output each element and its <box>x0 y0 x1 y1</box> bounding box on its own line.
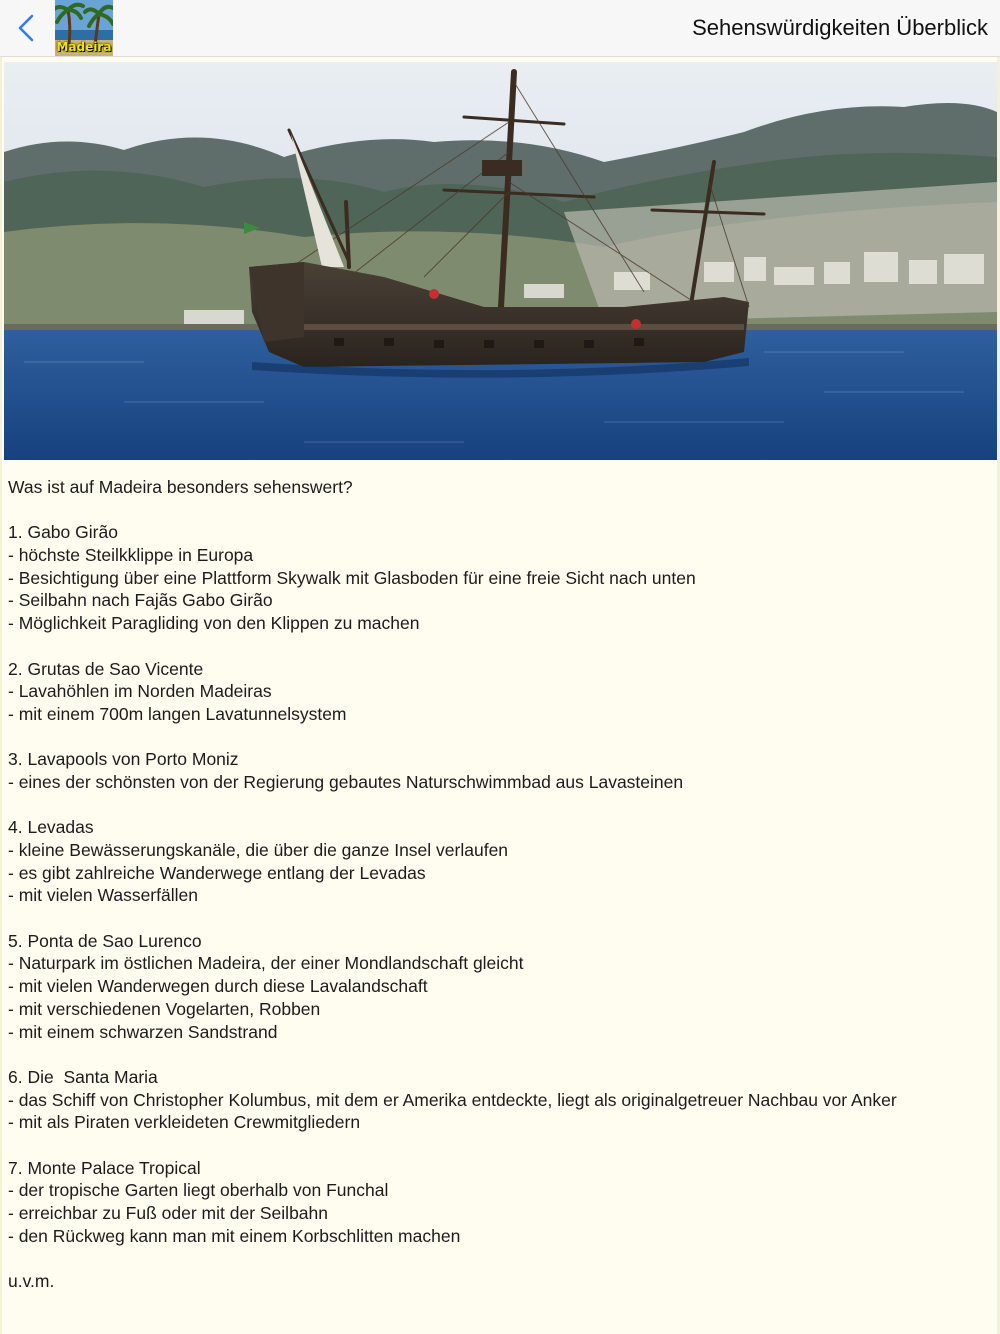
list-item: - kleine Bewässerungskanäle, die über die ganze Insel verlaufen <box>8 840 509 860</box>
section-heading: 2. Grutas de Sao Vicente <box>8 658 204 679</box>
section-4 <box>8 816 988 907</box>
list-item: - erreichbar zu Fuß oder mit der Seilbahn <box>8 1203 328 1224</box>
intro-text: Was ist auf Madeira besonders sehenswert? <box>8 477 353 497</box>
section-2 <box>8 658 988 726</box>
list-item: - Naturpark im östlichen Madeira, der einer Mondlandschaft gleicht <box>8 953 524 974</box>
app-icon[interactable] <box>55 0 113 56</box>
section-heading: 5. Ponta de Sao Lurenco <box>8 930 202 951</box>
list-item: - höchste Steilkklippe in Europa <box>8 545 254 566</box>
list-item: - Möglichkeit Paragliding von den Klippen zu machen <box>8 613 420 634</box>
chevron-left-icon <box>16 13 36 43</box>
section-5 <box>8 930 988 1043</box>
app-icon-label: Madeira <box>56 40 112 54</box>
list-item: - den Rückweg kann man mit einem Korbschlitten machen <box>8 1225 461 1246</box>
section-1 <box>8 521 988 634</box>
content-area <box>0 57 1000 1334</box>
section-heading: 7. Monte Palace Tropical <box>8 1157 201 1178</box>
back-button[interactable] <box>8 8 44 48</box>
list-item: - eines der schönsten von der Regierung gebautes Naturschwimmbad aus Lavasteinen <box>8 771 684 792</box>
page-title: Sehenswürdigkeiten Überblick <box>692 15 988 40</box>
list-item: - mit vielen Wanderwegen durch diese Lavalandschaft <box>8 976 428 997</box>
ship-photo <box>4 62 997 460</box>
list-item: - der tropische Garten liegt oberhalb von Funchal <box>8 1180 389 1201</box>
section-heading: 3. Lavapools von Porto Moniz <box>8 749 239 770</box>
list-item: - mit als Piraten verkleideten Crewmitgliedern <box>8 1112 361 1133</box>
list-item: - mit einem schwarzen Sandstrand <box>8 1021 278 1042</box>
outro-text: u.v.m. <box>8 1271 55 1292</box>
list-item: - Seilbahn nach Fajãs Gabo Girão <box>8 590 273 611</box>
list-item: - es gibt zahlreiche Wanderwege entlang der Levadas <box>8 862 426 883</box>
list-item: - mit verschiedenen Vogelarten, Robben <box>8 998 321 1019</box>
article-text <box>8 476 988 1293</box>
section-heading: 1. Gabo Girão <box>8 522 118 543</box>
list-item: - Besichtigung über eine Plattform Skywalk mit Glasboden für eine freie Sicht nach unten <box>8 567 696 588</box>
list-item: - das Schiff von Christopher Kolumbus, mit dem er Amerika entdeckte, liegt als originalgetreuer Nachbau vor Anker <box>8 1089 897 1110</box>
list-item: - mit vielen Wasserfällen <box>8 885 198 906</box>
section-heading: 6. Die Santa Maria <box>8 1066 158 1087</box>
list-item: - mit einem 700m langen Lavatunnelsystem <box>8 703 347 724</box>
santa-maria-ship-image <box>4 62 997 460</box>
list-item: - Lavahöhlen im Norden Madeiras <box>8 681 272 702</box>
section-6 <box>8 1066 988 1134</box>
section-7 <box>8 1157 988 1248</box>
section-heading: 4. Levadas <box>8 817 94 838</box>
navigation-bar <box>0 0 1000 57</box>
section-3 <box>8 748 988 793</box>
